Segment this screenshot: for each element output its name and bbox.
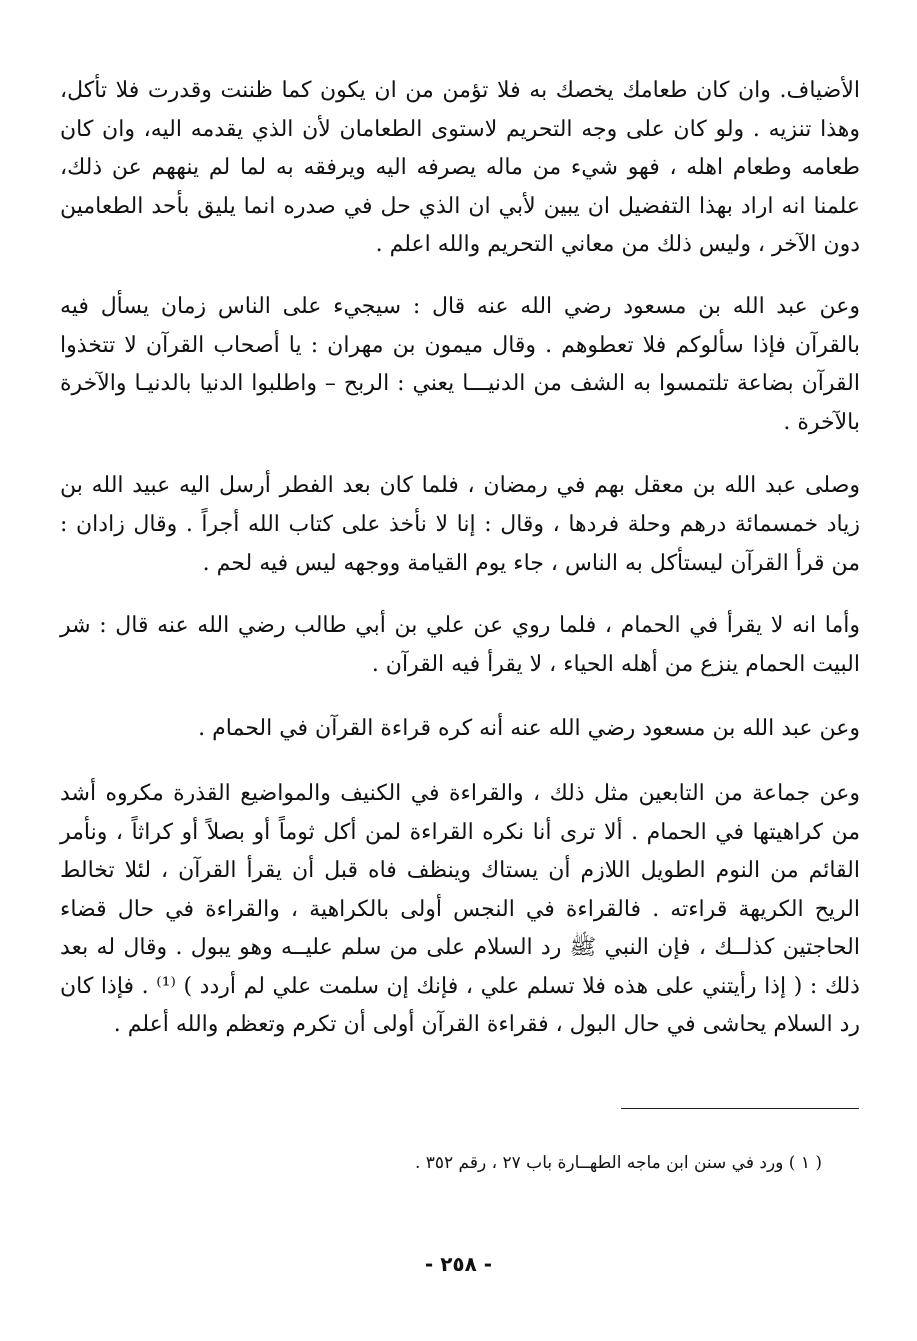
paragraph-4: وأما انه لا يقرأ في الحمام ، فلما روي عن علي بن أبي طالب رضي الله عنه قال : شر البيت الحمام ينزع من أهله الحياء ، لا يقرأ فيه القرآن . [60,613,860,677]
paragraph-1: الأضياف. وان كان طعامك يخصك به فلا تؤمن من ان يكون كما ظننت وقدرت فلا تأكل، وهذا تنزيه . ولو كان على وجه التحريم لاستوى الطعامان لأن الذي يقدمه اليه، وان كان طعامه وطعام اهله ، فهو شيء من ماله يصرفه اليه ويرفقه به لما لم ينههم عن ذلك، علمنا انه اراد بهذا التفضيل ان يبين لأبي ان الذي حل في صدره انما يليق بأحد الطعامين دون الآخر ، وليس ذلك من معاني التحريم والله اعلم . [60,78,860,258]
paragraph-3: وصلى عبد الله بن معقل بهم في رمضان ، فلما كان بعد الفطر أرسل اليه عبيد الله بن زياد خمسمائة درهم وحلة فردها ، وقال : إنا لا نأخذ على كتاب الله أجراً . وقال زادان : من قرأ القرآن ليستأكل به الناس ، جاء يوم القيامة ووجهه ليس فيه لحم . [60,473,860,576]
footnote: ( ١ ) ورد في سنن ابن ماجه الطهــارة باب ٢٧ ، رقم ٣٥٢ . [414,1153,822,1173]
paragraph-6: وعن جماعة من التابعين مثل ذلك ، والقراءة في الكنيف والمواضيع القذرة مكروه أشد من كراهيتها في الحمام . ألا ترى أنا نكره القراءة لمن أكل ثوماً أو بصلاً أو كراثاً ، ونأمر القائم من النوم الطويل اللازم أن يستاك وينظف فاه قبل أن يقرأ القرآن ، لئلا تخالط الريح الكريهة قراءته . فالقراءة في النجس أولى بالكراهية ، والقراءة في حال قضاء الحاجتين كذلــك ، فإن النبي ﷺ رد السلام على من سلم عليــه وهو يبول . وقال له بعد ذلك : ( إذا رأيتني على هذه فلا تسلم علي ، فإنك إن سلمت علي لم أردد ) ⁽¹⁾ . فإذا كان رد السلام يحاشى في حال البول ، فقراءة القرآن أولى أن تكرم وتعظم والله أعلم . [60,780,861,1038]
paragraph-2: وعن عبد الله بن مسعود رضي الله عنه قال : سيجيء على الناس زمان يسأل فيه بالقرآن فإذا سألوكم فلا تعطوهم . وقال ميمون بن مهران : يا أصحاب القرآن لا تتخذوا القرآن بضاعة تلتمسوا به الشف من الدنيـــا يعني : الربح – واطلبوا الدنيا بالدنيـا والآخرة بالآخرة . [60,293,860,435]
page-body [60,72,860,1045]
paragraph-5: وعن عبد الله بن مسعود رضي الله عنه أنه كره قراءة القرآن في الحمام . [198,716,860,742]
footnote-divider [621,1108,859,1109]
page-number: - ٢٥٨ - [424,1252,493,1276]
